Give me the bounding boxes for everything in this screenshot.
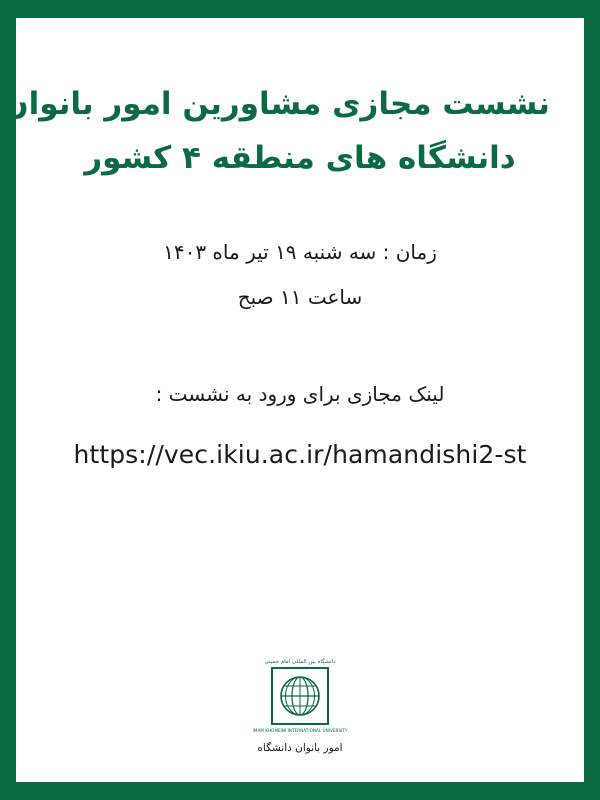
globe-grid-logo: [271, 667, 329, 725]
event-details: [50, 238, 550, 312]
meeting-link-url[interactable]: https://vec.ikiu.ac.ir/hamandishi2-st: [73, 440, 527, 470]
logo-top-text: دانشگاه بین المللی امام خمینی: [264, 658, 336, 665]
poster-body: [2, 18, 584, 782]
title-line-1: نشست مجازی مشاورین امور بانوان: [2, 86, 550, 122]
logo-caption-persian: امور بانوان دانشگاه: [257, 742, 343, 754]
event-date: زمان : سه شنبه ۱۹ تیر ماه ۱۴۰۳: [163, 240, 437, 265]
meeting-link-label: لینک مجازی برای ورود به نشست :: [155, 382, 445, 407]
title-line-2: دانشگاه های منطقه ۴ کشور: [84, 140, 516, 177]
poster-title: [2, 80, 550, 182]
logo-caption-english: IMAM KHOMEINI INTERNATIONAL UNIVERSITY: [252, 727, 348, 733]
event-time: ساعت ۱۱ صبح: [237, 285, 363, 310]
footer-logo-area: [16, 659, 584, 754]
